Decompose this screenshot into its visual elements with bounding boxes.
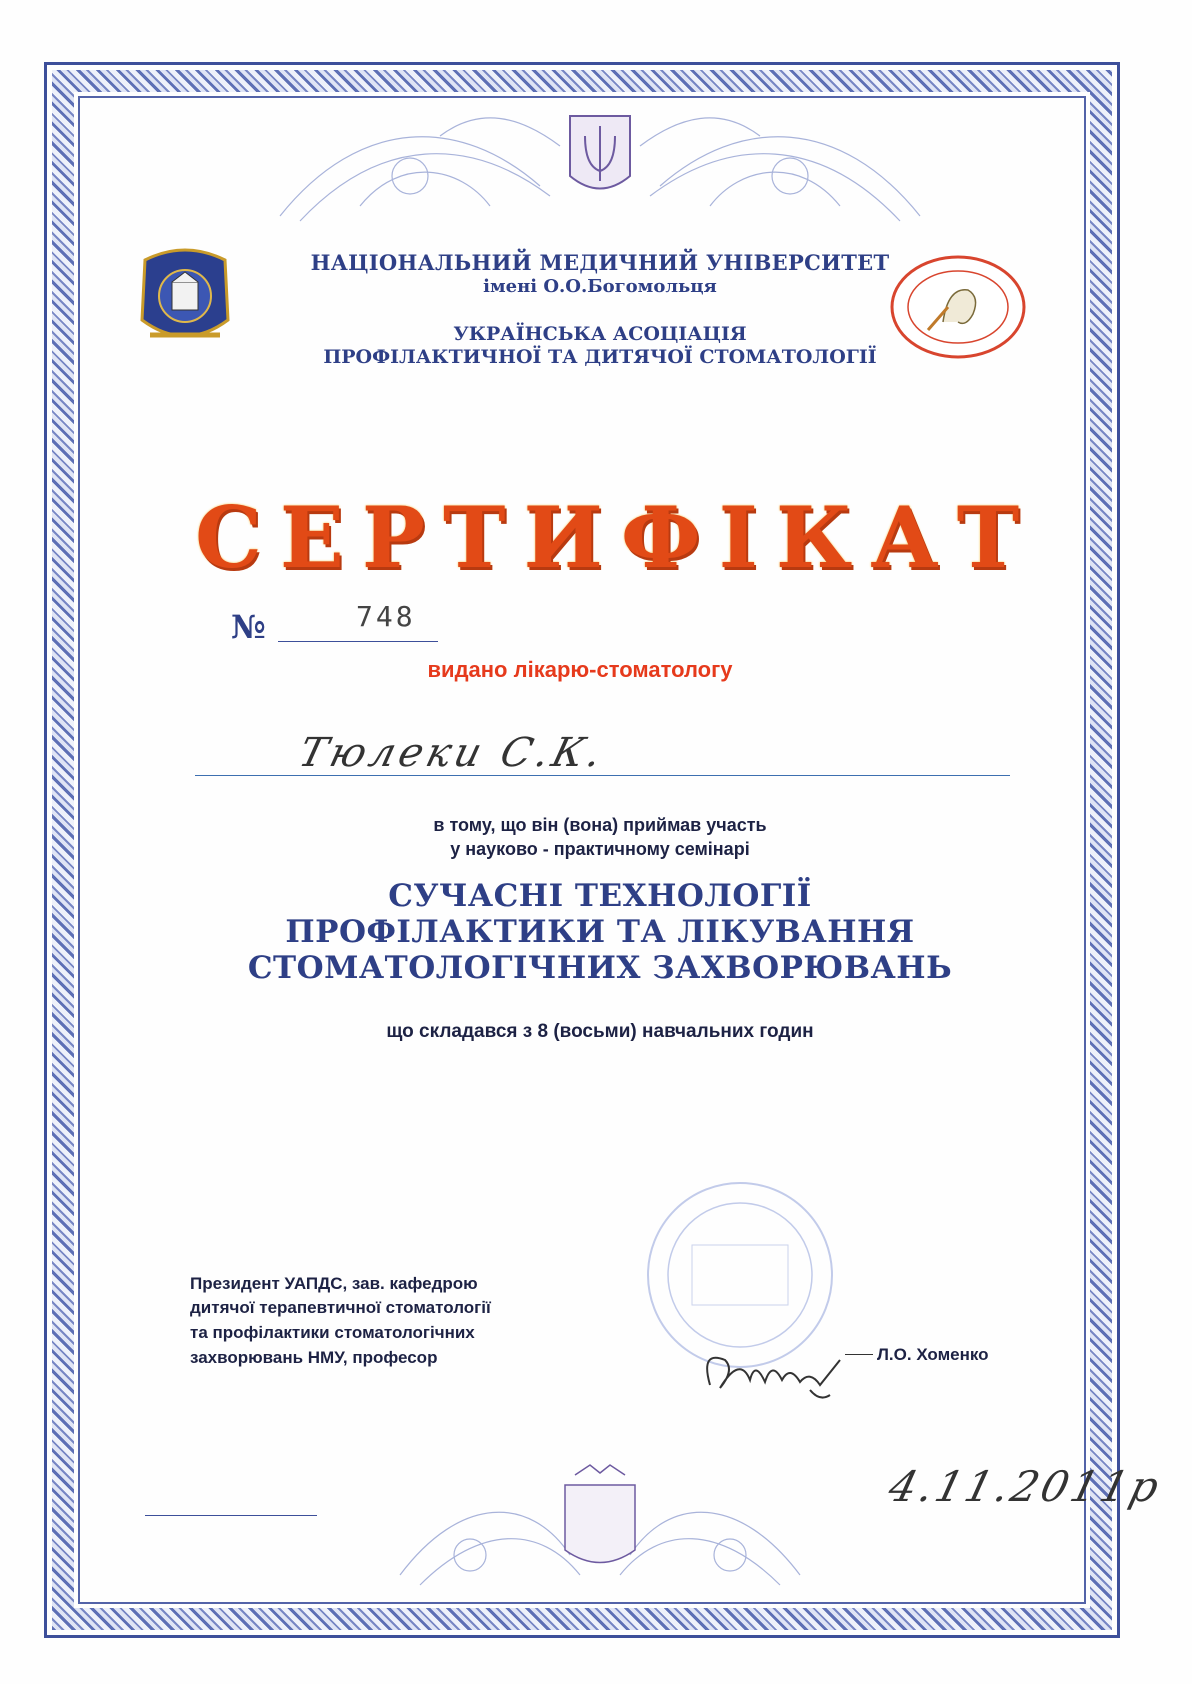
recipient-name: Тюлеки С.К. — [294, 730, 611, 776]
university-crest-icon — [130, 240, 240, 355]
participation-text-line1: в тому, що він (вона) приймав участь — [433, 815, 767, 835]
issue-date: 4.11.2011р — [883, 1462, 1167, 1511]
participation-text-line2: у науково - практичному семінарі — [450, 839, 750, 859]
number-label: № — [231, 608, 266, 646]
university-subtitle: імені О.О.Богомольця — [483, 276, 717, 297]
bottom-ornament — [380, 1455, 820, 1595]
number-underline — [278, 641, 438, 642]
signer-role-line1: Президент УАПДС, зав. кафедрою — [190, 1274, 478, 1293]
certificate-number: 748 — [356, 600, 416, 633]
seminar-title-line1: СУЧАСНІ ТЕХНОЛОГІЇ — [388, 878, 812, 914]
trident-icon — [570, 116, 630, 189]
certificate-title: СЕРТИФІКАТ — [195, 488, 1038, 587]
bottom-left-line — [145, 1515, 317, 1516]
top-ornament — [240, 96, 960, 236]
hours-text: що складався з 8 (восьми) навчальних годин — [386, 1021, 814, 1042]
signer-role-line3: та профілактики стоматологічних — [190, 1323, 475, 1342]
signer-name: Л.О. Хоменко — [877, 1345, 989, 1364]
recipient-name-underline — [195, 775, 1010, 776]
university-name: НАЦІОНАЛЬНИЙ МЕДИЧНИЙ УНІВЕРСИТЕТ — [310, 250, 890, 275]
signer-role-line4: захворювань НМУ, професор — [190, 1348, 438, 1367]
association-name-line2: ПРОФІЛАКТИЧНОЇ ТА ДИТЯЧОЇ СТОМАТОЛОГІЇ — [323, 346, 877, 368]
seminar-title-line2: ПРОФІЛАКТИКИ ТА ЛІКУВАННЯ — [285, 914, 915, 950]
signer-role-line2: дитячої терапевтичної стоматології — [190, 1298, 491, 1317]
seminar-title-line3: СТОМАТОЛОГІЧНИХ ЗАХВОРЮВАНЬ — [247, 950, 953, 986]
bottom-crest-icon — [565, 1465, 635, 1563]
association-name-line1: УКРАЇНСЬКА АСОЦІАЦІЯ — [453, 323, 747, 345]
issued-to-label: видано лікарю-стоматологу — [427, 657, 733, 682]
handwritten-signature-icon — [690, 1330, 850, 1410]
signer-dash — [845, 1354, 873, 1355]
